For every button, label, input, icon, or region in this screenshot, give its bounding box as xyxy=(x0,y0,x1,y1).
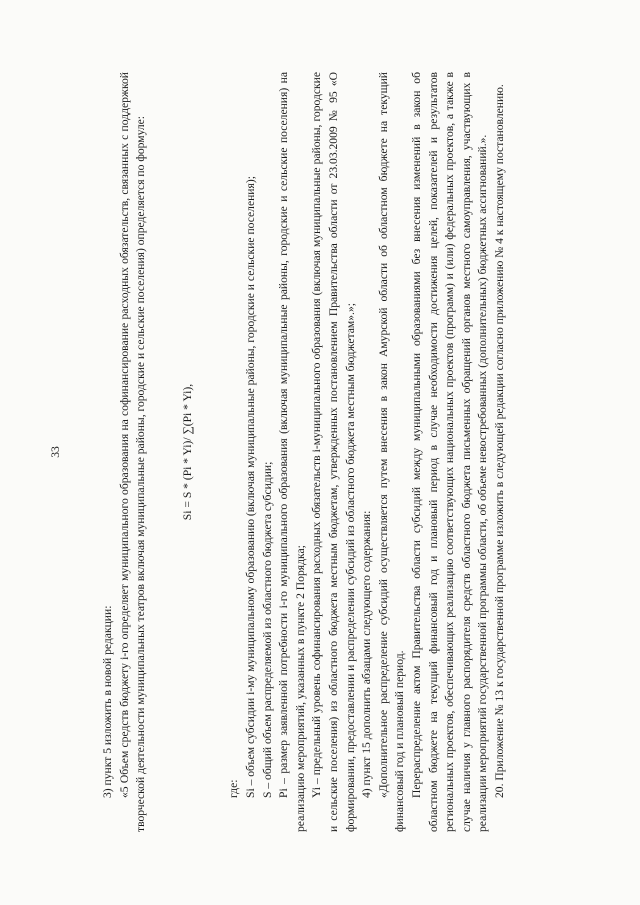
paragraph-item-3: 3) пункт 5 изложить в новой редакции: xyxy=(101,605,114,798)
paragraph-item-20: 20. Приложение № 13 к государственной программе изложить в следующей редакции согласно приложению № 4 к настоящему постановлению. xyxy=(492,84,506,798)
definition-yi: Yi – предельный уровень софинансирования расходных обязательств i-муниципального образования (включая муниципальные районы, городские и сельские поселения) из областного бюджета местным бюджетам, утвержденных постановлением Правительства области от 23.03.2009 № 95 «О формировании, предоставлении и распределении субсидий из областного бюджета местным бюджетам».»; xyxy=(310,72,357,832)
definition-pi: Pi – размер заявленной потребности i-го муниципального образования (включая муниципальные районы, городские и сельские поселения) на реализацию мероприятий, указанных в пункте 2 Порядка; xyxy=(277,72,307,832)
page-number: 33 xyxy=(49,446,62,458)
paragraph-additional-distribution: «Дополнительное распределение субсидий осуществляется путем внесения в закон Амурской области об областном бюджете на текущий финансовый год и плановый период. xyxy=(376,72,407,832)
paragraph-item-5-text: «5 Объем средств бюджету i-го определяет муниципального образования на софинансирование расходных обязательств, связанных с поддержкой творческой деятельности муниципальных театров включая муниципальные районы, городские и сельские поселения) определяется по формуле: xyxy=(117,72,148,832)
formula: Si = S * (Pi * Yi)/ ∑(Pi * Yi), xyxy=(180,383,194,521)
definition-s: S – общий объем распределяемой из областного бюджета субсидии; xyxy=(260,461,274,798)
definition-si: Si – объем субсидии i-му муниципальному образованию (включая муниципальные районы, городские и сельские поселения); xyxy=(243,176,257,798)
paragraph-redistribution: Перераспределение актом Правительства области субсидий между муниципальными образованиями без внесения изменений в закон об областном бюджете на текущий финансовый год и плановый период в случае необходимости достижения целей, показателей и результатов региональных проектов, обеспечивающих реализацию соответствующих национальных проектов (программ) и (или) федеральных проектов, а также в случае наличия у главного распорядителя средств областного бюджета письменных обращений органов местного самоуправления, участвующих в реализации мероприятий государственной программы области, об объеме невостребованных (дополнительных) бюджетных ассигнований.». xyxy=(409,72,490,832)
paragraph-item-4: 4) пункт 15 дополнить абзацами следующего содержания: xyxy=(360,510,374,798)
where-label: где: xyxy=(227,779,241,798)
rotated-text-block xyxy=(49,72,540,832)
